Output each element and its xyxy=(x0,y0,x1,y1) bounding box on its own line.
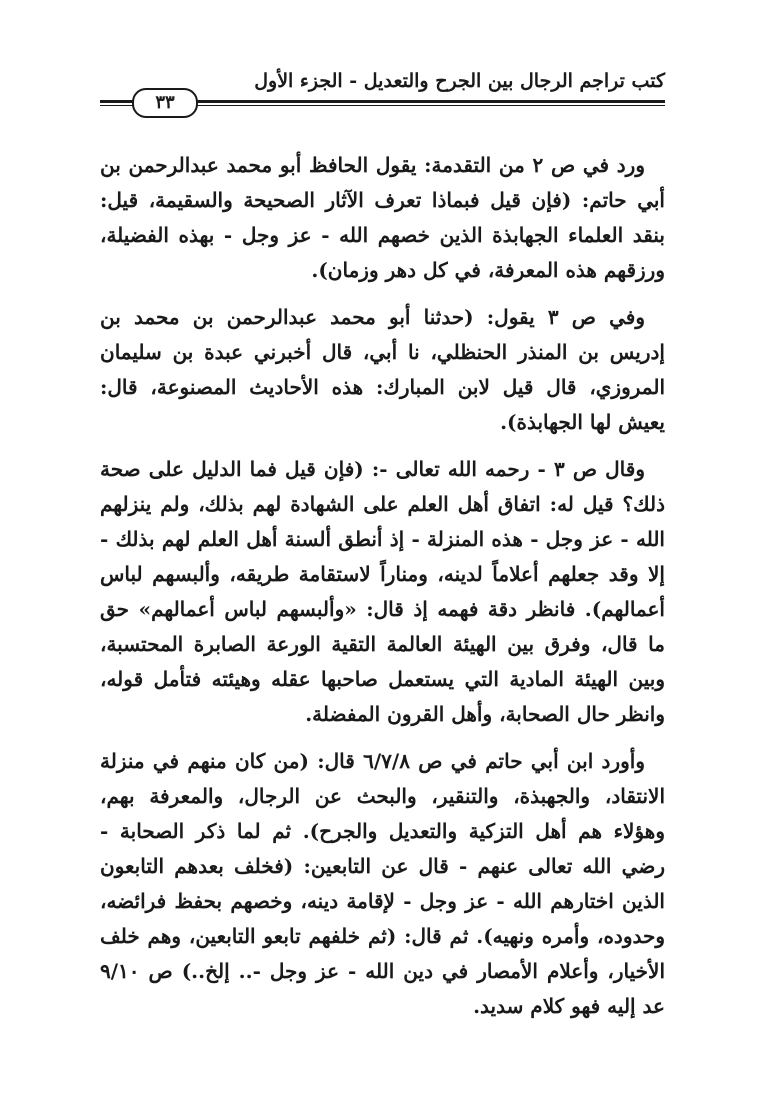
paragraph-3: وقال ص ٣ - رحمه الله تعالى -: (فإن قيل فما الدليل على صحة ذلك؟ قيل له: اتفاق أهل العلم على الشهادة لهم بذلك، ولم ينزلهم الله - عز وجل - هذه المنزلة - إذ أنطق ألسنة أهل العلم لهم بذلك - إلا وقد جعلهم أعلاماً لدينه، ومناراً لاستقامة طريقه، وألبسهم لباس أعمالهم). فانظر دقة فهمه إذ قال: «وألبسهم لباس أعمالهم» حق ما قال، وفرق بين الهيئة العالمة التقية الورعة الصابرة المحتسبة، وبين الهيئة المادية التي يستعمل صاحبها عقله وهيئته فتأمل قوله، وانظر حال الصحابة، وأهل القرون المفضلة. xyxy=(100,457,665,726)
running-header xyxy=(100,64,665,114)
body-text xyxy=(100,148,665,1036)
paragraph-2: وفي ص ٣ يقول: (حدثنا أبو محمد عبدالرحمن بن محمد بن إدريس بن المنذر الحنظلي، نا أبي، قال أخبرني عبدة بن سليمان المروزي، قال قيل لابن المبارك: هذه الأحاديث المصنوعة، قال: يعيش لها الجهابذة). xyxy=(100,305,665,434)
paragraph-4: وأورد ابن أبي حاتم في ص ٦/٧/٨ قال: (من كان منهم في منزلة الانتقاد، والجهبذة، والتنقير، والبحث عن الرجال، والمعرفة بهم، وهؤلاء هم أهل التزكية والتعديل والجرح). ثم لما ذكر الصحابة - رضي الله تعالى عنهم - قال عن التابعين: (فخلف بعدهم التابعون الذين اختارهم الله - عز وجل - لإقامة دينه، وخصهم بحفظ فرائضه، وحدوده، وأمره ونهيه). ثم قال: (ثم خلفهم تابعو التابعين، وهم خلف الأخيار، وأعلام الأمصار في دين الله - عز وجل -.. إلخ..) ص ٩/١٠ عد إليه فهو كلام سديد. xyxy=(100,749,665,1018)
book-title: كتب تراجم الرجال بين الجرح والتعديل - الجزء الأول xyxy=(254,70,665,92)
paragraph-1: ورد في ص ٢ من التقدمة: يقول الحافظ أبو محمد عبدالرحمن بن أبي حاتم: (فإن قيل فبماذا تعرف الآثار الصحيحة والسقيمة، قيل: بنقد العلماء الجهابذة الذين خصهم الله - عز وجل - بهذه الفضيلة، ورزقهم هذه المعرفة، في كل دهر وزمان). xyxy=(100,153,665,282)
page-number: ٣٣ xyxy=(132,88,198,118)
